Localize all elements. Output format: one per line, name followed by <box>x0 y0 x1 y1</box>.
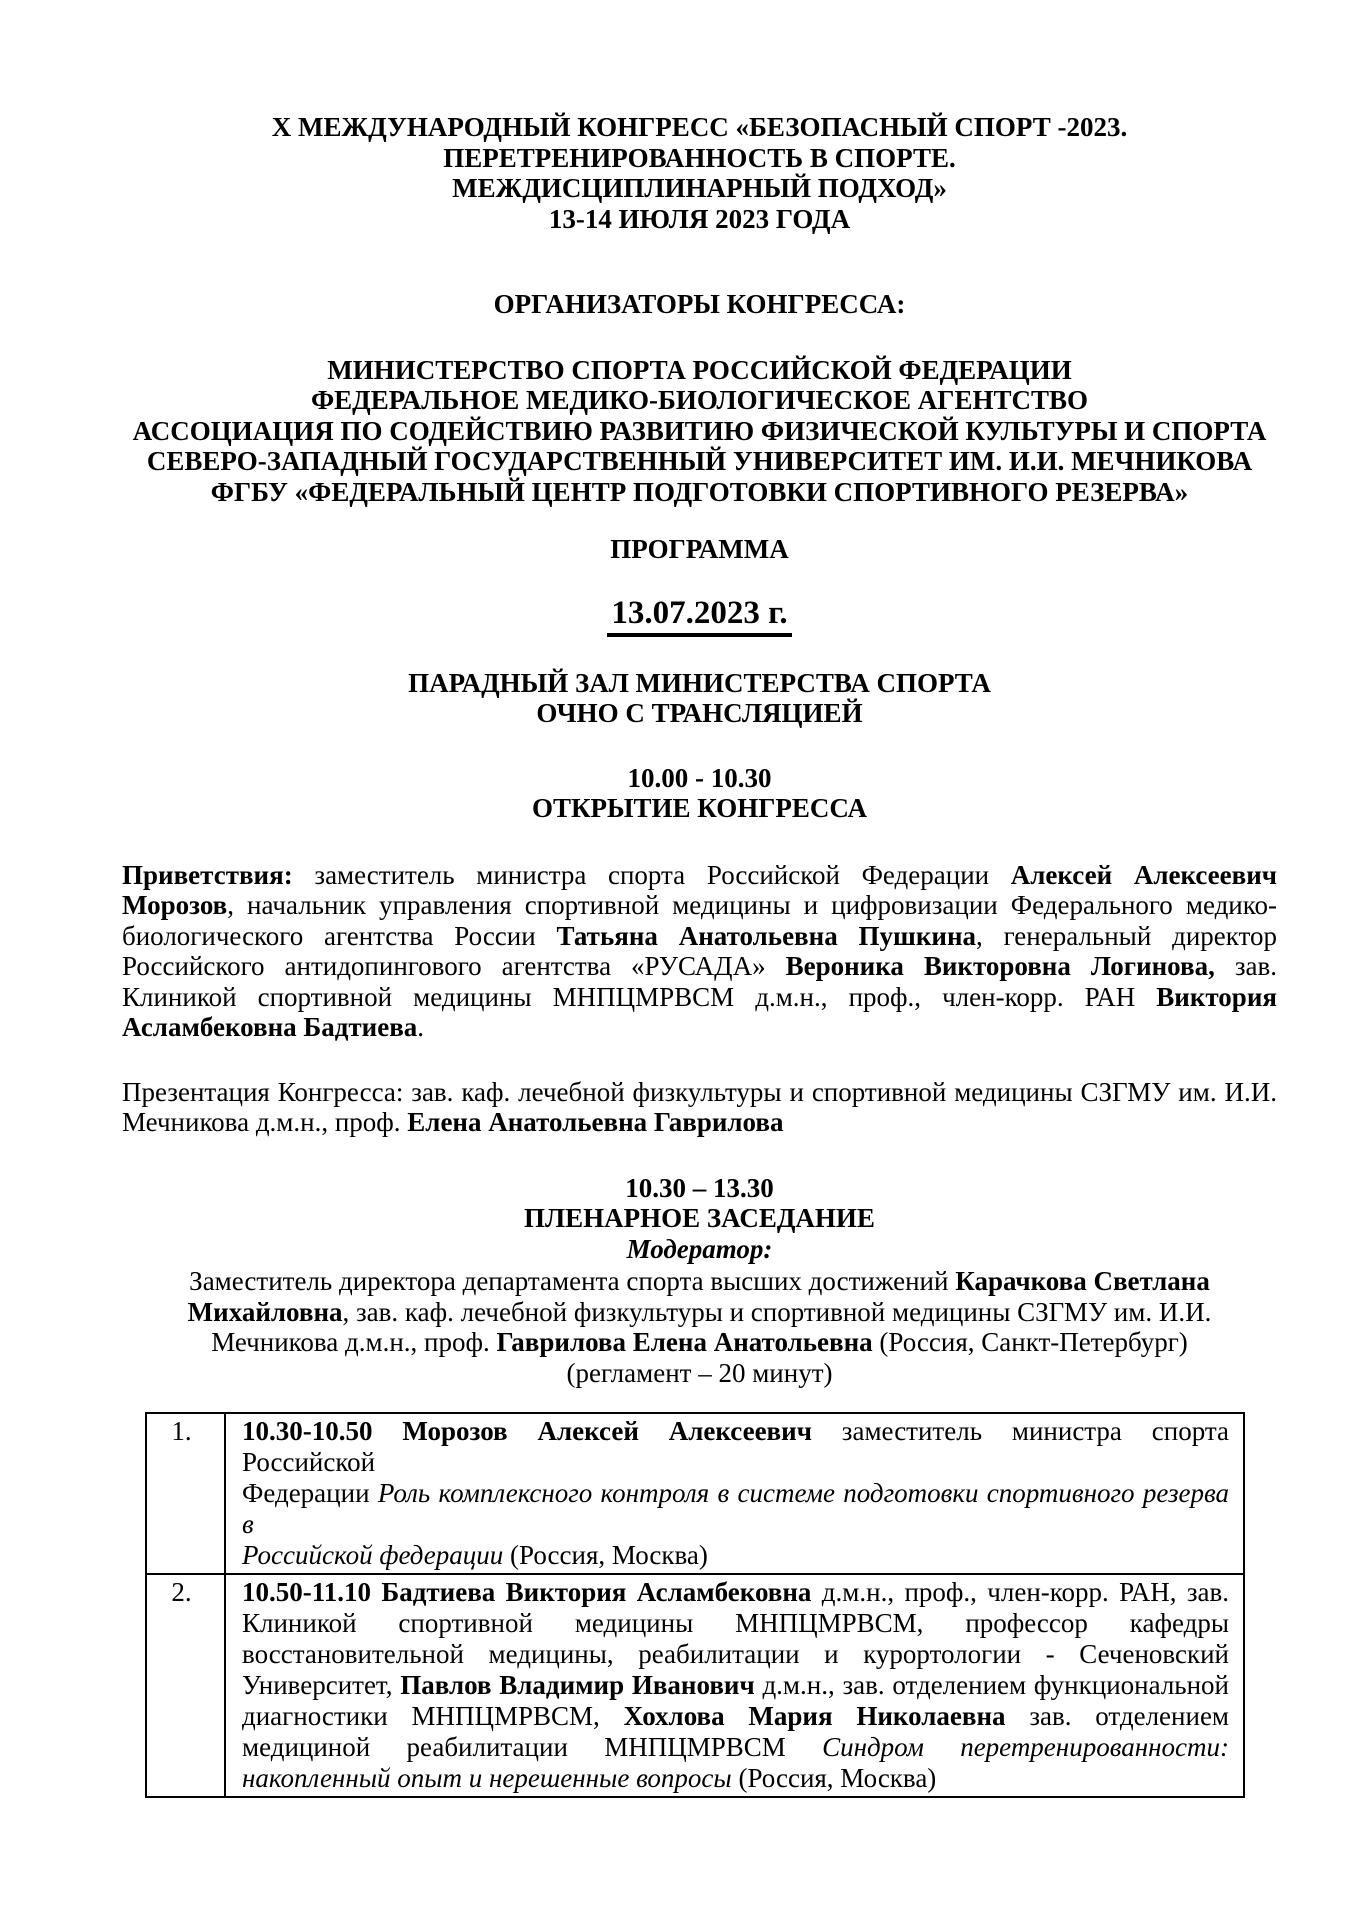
text-line <box>122 289 1277 320</box>
text-line <box>122 355 1277 386</box>
text-run: АССОЦИАЦИЯ ПО СОДЕЙСТВИЮ РАЗВИТИЮ ФИЗИЧЕСКОЙ КУЛЬТУРЫ И СПОРТА <box>132 415 1267 446</box>
text-run: Российского антидопингового агентства «РУСАДА» <box>122 951 786 981</box>
text-run: Роль комплексного контроля в системе подготовки спортивного резерва в <box>242 1478 1230 1539</box>
text-run: (Россия, Москва) <box>503 1540 708 1570</box>
text-run: ПЕРЕТРЕНИРОВАННОСТЬ В СПОРТЕ. <box>443 142 956 173</box>
text-run: Университет, <box>242 1670 401 1700</box>
text-run: ФЕДЕРАЛЬНОЕ МЕДИКО-БИОЛОГИЧЕСКОЕ АГЕНТСТВО <box>310 385 1089 415</box>
text-run: Клиникой спортивной медицины МНПЦМРВСМ, профессор кафедры <box>242 1608 1229 1638</box>
text-line <box>242 1608 1229 1639</box>
text-line <box>122 1012 1277 1043</box>
text-line <box>122 1173 1277 1204</box>
text-run: заместитель министра спорта Российской <box>242 1416 1229 1477</box>
text-run: Михайловна <box>187 1296 343 1327</box>
text-run: Морозов <box>122 890 228 920</box>
text-line <box>242 1639 1229 1670</box>
text-run: Асламбековна Бадтиева <box>122 1012 418 1042</box>
row-content <box>225 1413 1244 1574</box>
text-line <box>122 793 1277 824</box>
text-run: д.м.н., проф., член-корр. РАН, зав. <box>811 1577 1230 1607</box>
text-line <box>122 593 1277 633</box>
text-run: Татьяна Анатольевна Пушкина <box>556 920 976 951</box>
text-line <box>242 1701 1229 1732</box>
text-run: Синдром перетренированности: <box>822 1732 1229 1762</box>
text-line <box>122 143 1277 174</box>
schedule-table-row <box>146 1413 1244 1574</box>
text-line <box>122 1297 1277 1328</box>
document-content <box>122 112 1277 1798</box>
text-run: Заместитель директора департамента спорта высших достижений <box>189 1266 956 1296</box>
text-run: Гаврилова Елена Анатольевна <box>496 1327 873 1357</box>
text-run: 10.50-11.10 Бадтиева Виктория Асламбековна <box>242 1577 812 1607</box>
text-run: Павлов Владимир Иванович <box>400 1670 755 1700</box>
organizers-list <box>122 355 1277 508</box>
text-line <box>242 1577 1229 1608</box>
text-line <box>122 921 1277 952</box>
text-line <box>242 1540 1229 1571</box>
text-run: биологического агентства России <box>122 920 557 951</box>
text-run: Приветствия: <box>122 859 293 890</box>
text-line <box>122 1203 1277 1234</box>
text-line <box>122 1266 1277 1297</box>
plenary-heading <box>122 1173 1277 1265</box>
text-run: диагностики МНПЦМРВСМ, <box>242 1701 624 1731</box>
moderator-paragraph <box>122 1266 1277 1388</box>
text-run: ОТКРЫТИЕ КОНГРЕССА <box>531 793 868 823</box>
text-run: 13-14 ИЮЛЯ 2023 ГОДА <box>548 203 851 234</box>
text-run: Российской федерации <box>242 1540 504 1570</box>
text-run: зав. <box>1214 951 1277 981</box>
text-run: Виктория <box>1156 981 1277 1012</box>
text-run: накопленный опыт и нерешенные вопросы <box>242 1763 732 1793</box>
row-number: 2. <box>146 1574 225 1797</box>
text-run: Елена Анатольевна Гаврилова <box>407 1107 784 1137</box>
row-number: 1. <box>146 1413 225 1574</box>
text-run: МЕЖДИСЦИПЛИНАРНЫЙ ПОДХОД» <box>452 173 947 203</box>
program-heading <box>122 534 1277 565</box>
opening-session <box>122 763 1277 824</box>
text-run: д.м.н., зав. отделением функциональной <box>754 1670 1230 1700</box>
text-run: Федерации <box>242 1478 378 1508</box>
text-run: Хохлова Мария Николаевна <box>623 1701 1006 1731</box>
text-line <box>122 173 1277 204</box>
text-run: , начальник управления спортивной медицины и цифровизации Федерального медико- <box>227 890 1277 920</box>
text-run: . <box>417 1012 425 1042</box>
text-line <box>122 1107 1277 1138</box>
text-line <box>122 477 1277 508</box>
text-run: (Россия, Москва) <box>731 1763 937 1793</box>
text-run: Мечникова д.м.н., проф. <box>122 1107 408 1137</box>
text-run: 10.30-10.50 Морозов Алексей Алексеевич <box>242 1416 812 1446</box>
text-line <box>122 204 1277 235</box>
text-run: (Россия, Санкт-Петербург) <box>872 1327 1188 1357</box>
text-run: Алексей Алексеевич <box>1010 859 1277 890</box>
text-line <box>122 385 1277 416</box>
text-run: Модератор: <box>626 1233 773 1264</box>
text-run: зав. отделением <box>1005 1701 1230 1731</box>
text-run: ОРГАНИЗАТОРЫ КОНГРЕССА: <box>493 289 906 319</box>
text-run: 13.07.2023 г. <box>607 595 791 637</box>
text-line <box>122 698 1277 729</box>
text-line <box>122 982 1277 1013</box>
text-line <box>122 890 1277 921</box>
text-line <box>242 1416 1229 1478</box>
text-line <box>122 534 1277 565</box>
text-run: СЕВЕРО-ЗАПАДНЫЙ ГОСУДАРСТВЕННЫЙ УНИВЕРСИТЕТ ИМ. И.И. МЕЧНИКОВА <box>146 446 1253 476</box>
text-run: восстановительной медицины, реабилитации и курортологии - Сеченовский <box>242 1639 1229 1669</box>
text-line <box>122 860 1277 891</box>
congress-date <box>122 593 1277 633</box>
text-run: ОЧНО С ТРАНСЛЯЦИЕЙ <box>536 698 863 728</box>
text-run: (регламент – 20 минут) <box>566 1357 833 1388</box>
text-run: заместитель министра спорта Российской Федерации <box>292 859 1011 890</box>
text-run: Клиникой спортивной медицины МНПЦМРВСМ д.м.н., проф., член-корр. РАН <box>122 981 1157 1012</box>
text-line <box>242 1732 1229 1763</box>
text-run: ПРОГРАММА <box>610 534 789 564</box>
text-line <box>122 1077 1277 1108</box>
text-run: ПАРАДНЫЙ ЗАЛ МИНИСТЕРСТВА СПОРТА <box>408 667 991 698</box>
text-run: Мечникова д.м.н., проф. <box>211 1327 497 1357</box>
text-run: Вероника Викторовна Логинова, <box>785 951 1215 981</box>
text-run: Презентация Конгресса: зав. каф. лечебной физкультуры и спортивной медицины СЗГМУ им. И.И. <box>122 1076 1277 1107</box>
text-run: МИНИСТЕРСТВО СПОРТА РОССИЙСКОЙ ФЕДЕРАЦИИ <box>327 354 1072 385</box>
row-content <box>225 1574 1244 1797</box>
congress-title <box>122 112 1277 234</box>
text-run: медициной реабилитации МНПЦМРВСМ <box>242 1732 823 1762</box>
text-line <box>122 763 1277 794</box>
text-run: , зав. каф. лечебной физкультуры и спортивной медицины СЗГМУ им. И.И. <box>342 1296 1212 1327</box>
text-line <box>242 1763 1229 1794</box>
greetings-paragraph <box>122 860 1277 1043</box>
organizers-heading <box>122 289 1277 320</box>
text-line <box>242 1670 1229 1701</box>
text-line <box>122 112 1277 143</box>
text-line <box>122 446 1277 477</box>
text-line <box>122 1234 1277 1265</box>
text-run: ПЛЕНАРНОЕ ЗАСЕДАНИЕ <box>524 1203 875 1233</box>
presentation-paragraph <box>122 1077 1277 1138</box>
schedule-table <box>145 1412 1245 1798</box>
text-line <box>242 1478 1229 1540</box>
text-line <box>122 416 1277 447</box>
venue <box>122 668 1277 729</box>
text-run: Карачкова Светлана <box>955 1266 1210 1296</box>
text-line <box>122 1358 1277 1389</box>
text-run: , генеральный директор <box>976 920 1277 951</box>
text-run: X МЕЖДУНАРОДНЫЙ КОНГРЕСС «БЕЗОПАСНЫЙ СПОРТ -2023. <box>271 112 1128 142</box>
text-line <box>122 951 1277 982</box>
text-line <box>122 668 1277 699</box>
schedule-table-row <box>146 1574 1244 1797</box>
text-run: 10.00 - 10.30 <box>627 762 772 793</box>
text-run: ФГБУ «ФЕДЕРАЛЬНЫЙ ЦЕНТР ПОДГОТОВКИ СПОРТИВНОГО РЕЗЕРВА» <box>210 476 1189 507</box>
text-run: 10.30 – 13.30 <box>625 1172 774 1203</box>
text-line <box>122 1327 1277 1358</box>
